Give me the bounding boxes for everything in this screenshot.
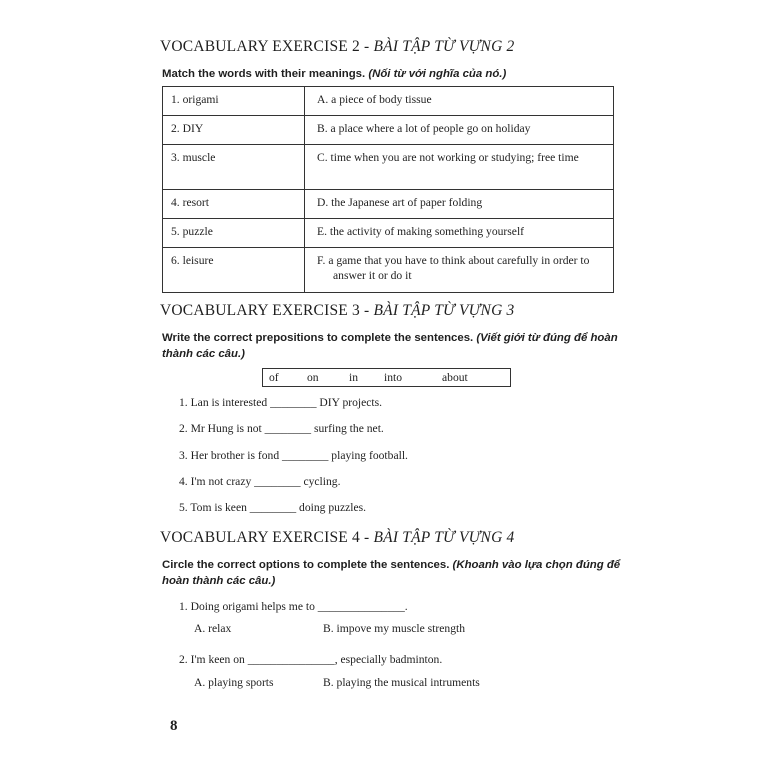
table-row — [163, 145, 614, 190]
exercise-4-instr-en: Circle the correct options to complete the sentences. — [162, 559, 453, 571]
exercise-2-title-en: VOCABULARY EXERCISE 2 - — [160, 38, 374, 55]
meaning-text: C. time when you are not working or studying; free time — [317, 151, 579, 164]
matching-table — [162, 86, 614, 293]
table-row — [163, 190, 614, 219]
exercise-4-title — [160, 529, 515, 547]
meaning-text: F. a game that you have to think about carefully in order to answer it or do it — [317, 254, 590, 282]
meaning-cell: A. a piece of body tissue — [305, 87, 614, 116]
meaning-cell — [305, 248, 614, 293]
meaning-cell: B. a place where a lot of people go on holiday — [305, 116, 614, 145]
word-option: in — [349, 371, 359, 384]
word-cell: 4. resort — [163, 190, 305, 219]
word-cell: 3. muscle — [163, 145, 305, 190]
exercise-3-instr-vi: (Viết giới từ đúng để hoàn thành các câu.) — [162, 332, 618, 360]
sentence: 4. I'm not crazy ________ cycling. — [179, 475, 341, 488]
exercise-3-instr-en: Write the correct prepositions to complete the sentences. — [162, 332, 477, 344]
exercise-4-instr-vi: (Khoanh vào lựa chọn đúng để hoàn thành các câu.) — [162, 559, 621, 587]
exercise-4-instructions — [162, 557, 622, 589]
table-row — [163, 116, 614, 145]
word-cell: 6. leisure — [163, 248, 305, 293]
exercise-2-instr-en: Match the words with their meanings. — [162, 68, 369, 80]
sentence: 1. Lan is interested ________ DIY projects. — [179, 396, 383, 409]
word-box — [262, 368, 511, 387]
exercise-4-title-vi: BÀI TẬP TỪ VỰNG 4 — [373, 529, 515, 546]
exercise-2-instructions — [162, 66, 622, 82]
word-cell: 5. puzzle — [163, 219, 305, 248]
sentence: 2. Mr Hung is not ________ surfing the net. — [179, 422, 384, 435]
exercise-2-instr-vi: (Nối từ với nghĩa của nó.) — [368, 68, 507, 80]
word-cell: 2. DIY — [163, 116, 305, 145]
option-b: B. impove my muscle strength — [323, 622, 466, 635]
question-stem: 2. I'm keen on _______________, especially badminton. — [179, 653, 443, 666]
word-option: into — [384, 371, 403, 384]
table-row — [163, 87, 614, 116]
option-a: A. relax — [194, 622, 232, 635]
option-a: A. playing sports — [194, 676, 274, 689]
word-option: of — [269, 371, 279, 384]
meaning-cell: D. the Japanese art of paper folding — [305, 190, 614, 219]
exercise-2-title — [160, 38, 515, 56]
table-row — [163, 248, 614, 293]
question-stem: 1. Doing origami helps me to _______________. — [179, 600, 408, 613]
sentence: 3. Her brother is fond ________ playing football. — [179, 449, 408, 462]
sentence: 5. Tom is keen ________ doing puzzles. — [179, 501, 367, 514]
meaning-cell: E. the activity of making something yourself — [305, 219, 614, 248]
word-option: about — [442, 371, 468, 384]
exercise-3-title-en: VOCABULARY EXERCISE 3 - — [160, 302, 374, 319]
table-row — [163, 219, 614, 248]
word-cell: 1. origami — [163, 87, 305, 116]
exercise-4-title-en: VOCABULARY EXERCISE 4 - — [160, 529, 374, 546]
exercise-3-title-vi: BÀI TẬP TỪ VỰNG 3 — [373, 302, 515, 319]
meaning-cell — [305, 145, 614, 190]
word-option: on — [307, 371, 319, 384]
exercise-3-instructions — [162, 330, 622, 362]
exercise-3-title — [160, 302, 515, 320]
page-number: 8 — [170, 718, 178, 734]
exercise-2-title-vi: BÀI TẬP TỪ VỰNG 2 — [373, 38, 515, 55]
option-b: B. playing the musical intruments — [323, 676, 480, 689]
